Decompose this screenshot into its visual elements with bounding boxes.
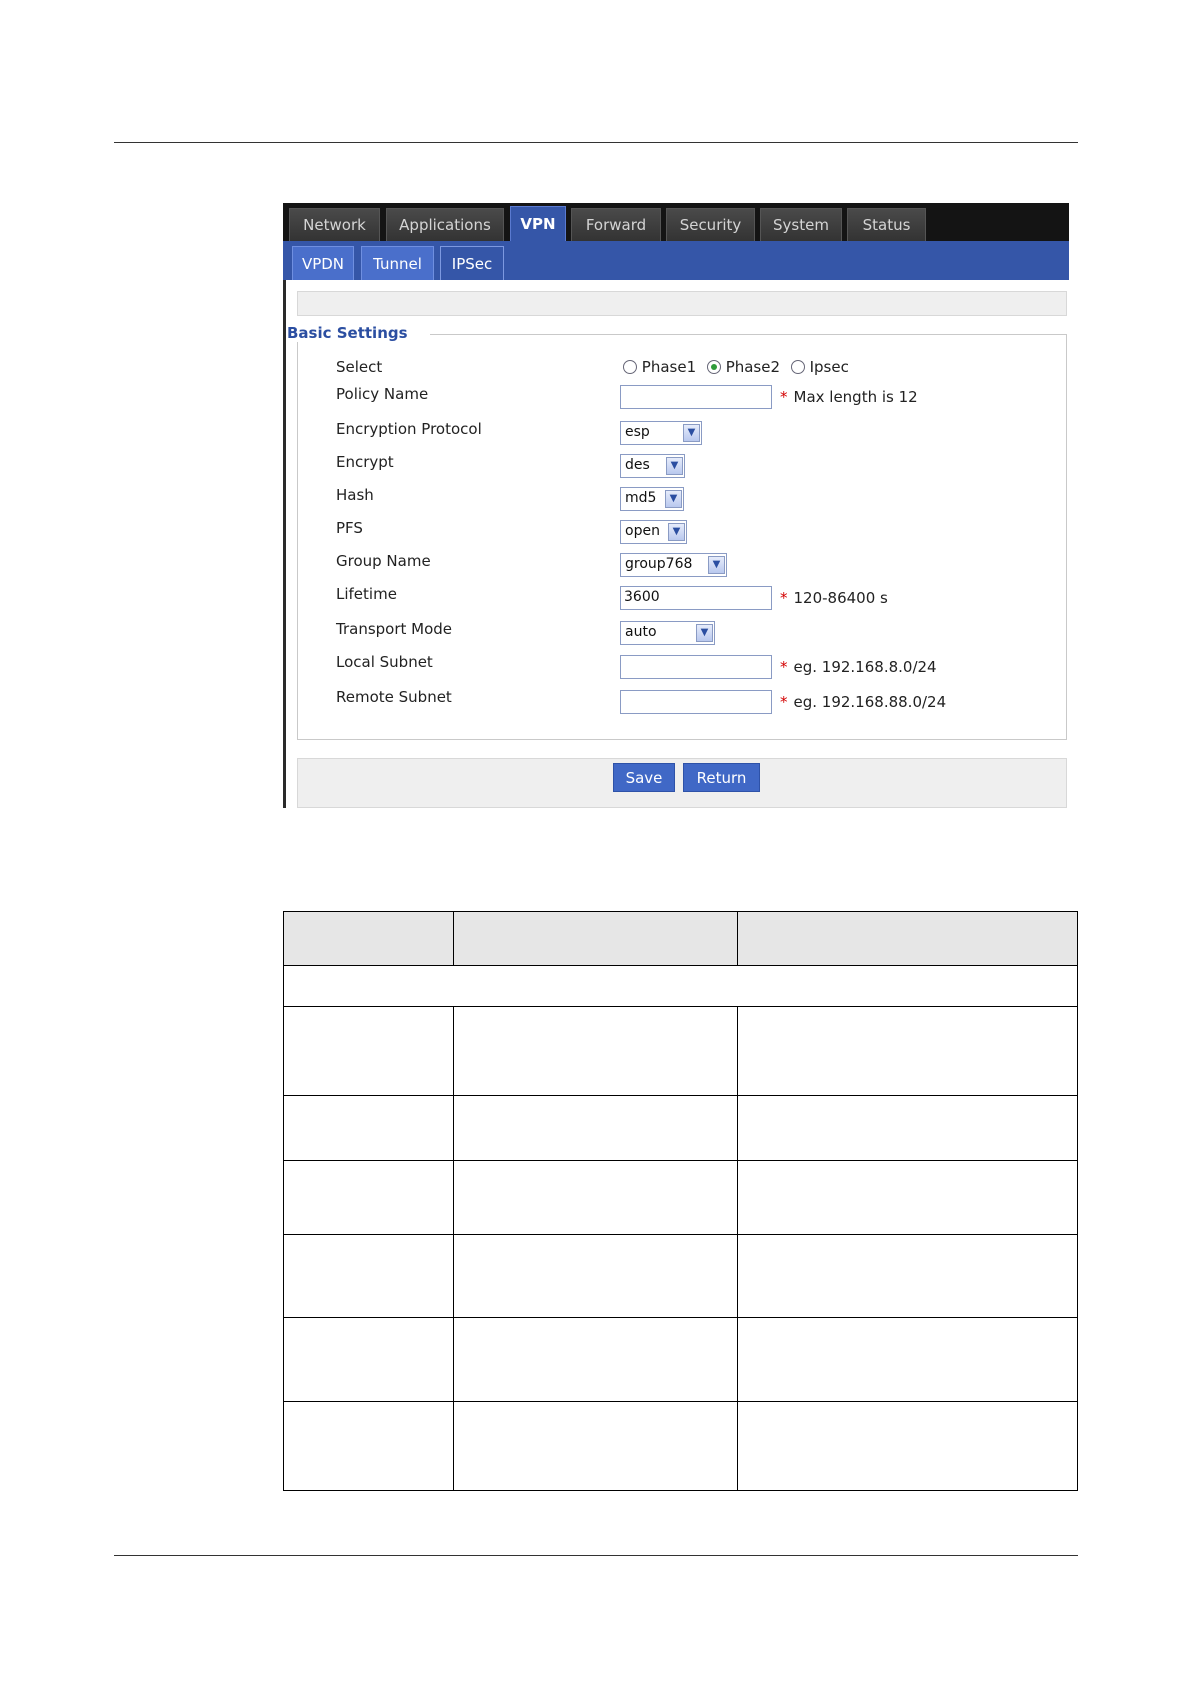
subtab-tunnel[interactable]: Tunnel	[361, 246, 434, 280]
required-mark: *	[780, 658, 788, 676]
chevron-down-icon: ▼	[665, 490, 682, 508]
frame-left-edge	[283, 280, 286, 808]
table-cell	[454, 1096, 738, 1161]
policy-name-hint-text: Max length is 12	[793, 388, 918, 406]
tab-status[interactable]: Status	[847, 208, 926, 241]
chevron-down-icon: ▼	[683, 424, 700, 442]
radio-circle-icon	[623, 360, 637, 374]
pfs-select[interactable]	[620, 520, 687, 544]
table-header-cell	[738, 912, 1078, 966]
button-bar	[297, 758, 1067, 808]
tab-network[interactable]: Network	[289, 208, 380, 241]
remote-subnet-label: Remote Subnet	[336, 688, 452, 706]
group-name-value: group768	[625, 556, 693, 572]
tab-system[interactable]: System	[760, 208, 842, 241]
group-name-select[interactable]	[620, 553, 727, 577]
encryption-protocol-label: Encryption Protocol	[336, 420, 482, 438]
local-subnet-label: Local Subnet	[336, 653, 433, 671]
section-title: Basic Settings	[287, 324, 430, 342]
select-label: Select	[336, 358, 383, 376]
subtab-ipsec[interactable]: IPSec	[440, 246, 504, 280]
hash-value: md5	[625, 490, 657, 506]
remote-subnet-input[interactable]	[620, 690, 772, 714]
encrypt-value: des	[625, 457, 650, 473]
table-cell	[284, 1235, 454, 1318]
radio-circle-icon	[791, 360, 805, 374]
table-cell	[454, 1402, 738, 1491]
page-bottom-rule	[114, 1555, 1078, 1556]
pfs-value: open	[625, 523, 660, 539]
table-cell	[284, 966, 1078, 1007]
pfs-label: PFS	[336, 519, 363, 537]
chevron-down-icon: ▼	[696, 624, 713, 642]
lifetime-label: Lifetime	[336, 585, 397, 603]
table-row	[284, 1318, 1078, 1402]
header-bar	[297, 291, 1067, 316]
tab-security[interactable]: Security	[666, 208, 755, 241]
group-name-label: Group Name	[336, 552, 431, 570]
table-cell	[738, 1402, 1078, 1491]
chevron-down-icon: ▼	[708, 556, 725, 574]
hash-select[interactable]	[620, 487, 684, 511]
lifetime-input[interactable]: 3600	[620, 586, 772, 610]
table-cell	[454, 1007, 738, 1096]
table-cell	[738, 1007, 1078, 1096]
table-cell	[738, 1096, 1078, 1161]
encrypt-label: Encrypt	[336, 453, 394, 471]
transport-mode-value: auto	[625, 624, 657, 640]
top-nav	[283, 203, 1069, 241]
table-cell	[454, 1161, 738, 1235]
chevron-down-icon: ▼	[668, 523, 685, 541]
subtab-vpdn[interactable]: VPDN	[292, 246, 354, 280]
radio-phase2-label: Phase2	[725, 358, 781, 376]
encrypt-select[interactable]	[620, 454, 685, 478]
table-row	[284, 1096, 1078, 1161]
hash-label: Hash	[336, 486, 374, 504]
tab-forward[interactable]: Forward	[571, 208, 661, 241]
table-section-row	[284, 966, 1078, 1007]
local-subnet-input[interactable]	[620, 655, 772, 679]
local-subnet-hint-text: eg. 192.168.8.0/24	[793, 658, 937, 676]
radio-ipsec-label: Ipsec	[809, 358, 849, 376]
table-cell	[284, 1007, 454, 1096]
table-row	[284, 1007, 1078, 1096]
required-mark: *	[780, 693, 788, 711]
required-mark: *	[780, 388, 788, 406]
table-header-cell	[454, 912, 738, 966]
table-header-cell	[284, 912, 454, 966]
table-cell	[738, 1235, 1078, 1318]
policy-name-hint	[780, 388, 918, 406]
parameter-table	[283, 911, 1078, 1491]
table-header-row	[284, 912, 1078, 966]
remote-subnet-hint	[780, 693, 946, 711]
local-subnet-hint	[780, 658, 937, 676]
transport-mode-label: Transport Mode	[336, 620, 453, 638]
table-row	[284, 1161, 1078, 1235]
policy-name-label: Policy Name	[336, 385, 429, 403]
remote-subnet-hint-text: eg. 192.168.88.0/24	[793, 693, 947, 711]
radio-phase1-label: Phase1	[641, 358, 697, 376]
sub-nav	[283, 241, 1069, 280]
required-mark: *	[780, 589, 788, 607]
encryption-protocol-value: esp	[625, 424, 650, 440]
lifetime-hint-text: 120-86400 s	[793, 589, 888, 607]
radio-checked-icon	[707, 360, 721, 374]
radio-phase1[interactable]	[623, 358, 696, 376]
table-cell	[738, 1318, 1078, 1402]
radio-ipsec[interactable]	[791, 358, 849, 376]
tab-applications[interactable]: Applications	[386, 208, 504, 241]
transport-mode-select[interactable]	[620, 621, 715, 645]
radio-phase2[interactable]	[707, 358, 780, 376]
chevron-down-icon: ▼	[666, 457, 683, 475]
phase-radio-group	[623, 358, 855, 376]
lifetime-hint	[780, 589, 888, 607]
encryption-protocol-select[interactable]	[620, 421, 702, 445]
table-cell	[738, 1161, 1078, 1235]
table-cell	[284, 1318, 454, 1402]
table-row	[284, 1402, 1078, 1491]
table-cell	[454, 1318, 738, 1402]
table-cell	[454, 1235, 738, 1318]
table-cell	[284, 1161, 454, 1235]
table-cell	[284, 1402, 454, 1491]
router-config-screenshot	[283, 203, 1069, 808]
save-button[interactable]: Save	[613, 763, 675, 792]
tab-vpn[interactable]: VPN	[510, 206, 566, 241]
return-button[interactable]: Return	[683, 763, 760, 792]
page-top-rule	[114, 142, 1078, 143]
table-cell	[284, 1096, 454, 1161]
table-row	[284, 1235, 1078, 1318]
policy-name-input[interactable]	[620, 385, 772, 409]
